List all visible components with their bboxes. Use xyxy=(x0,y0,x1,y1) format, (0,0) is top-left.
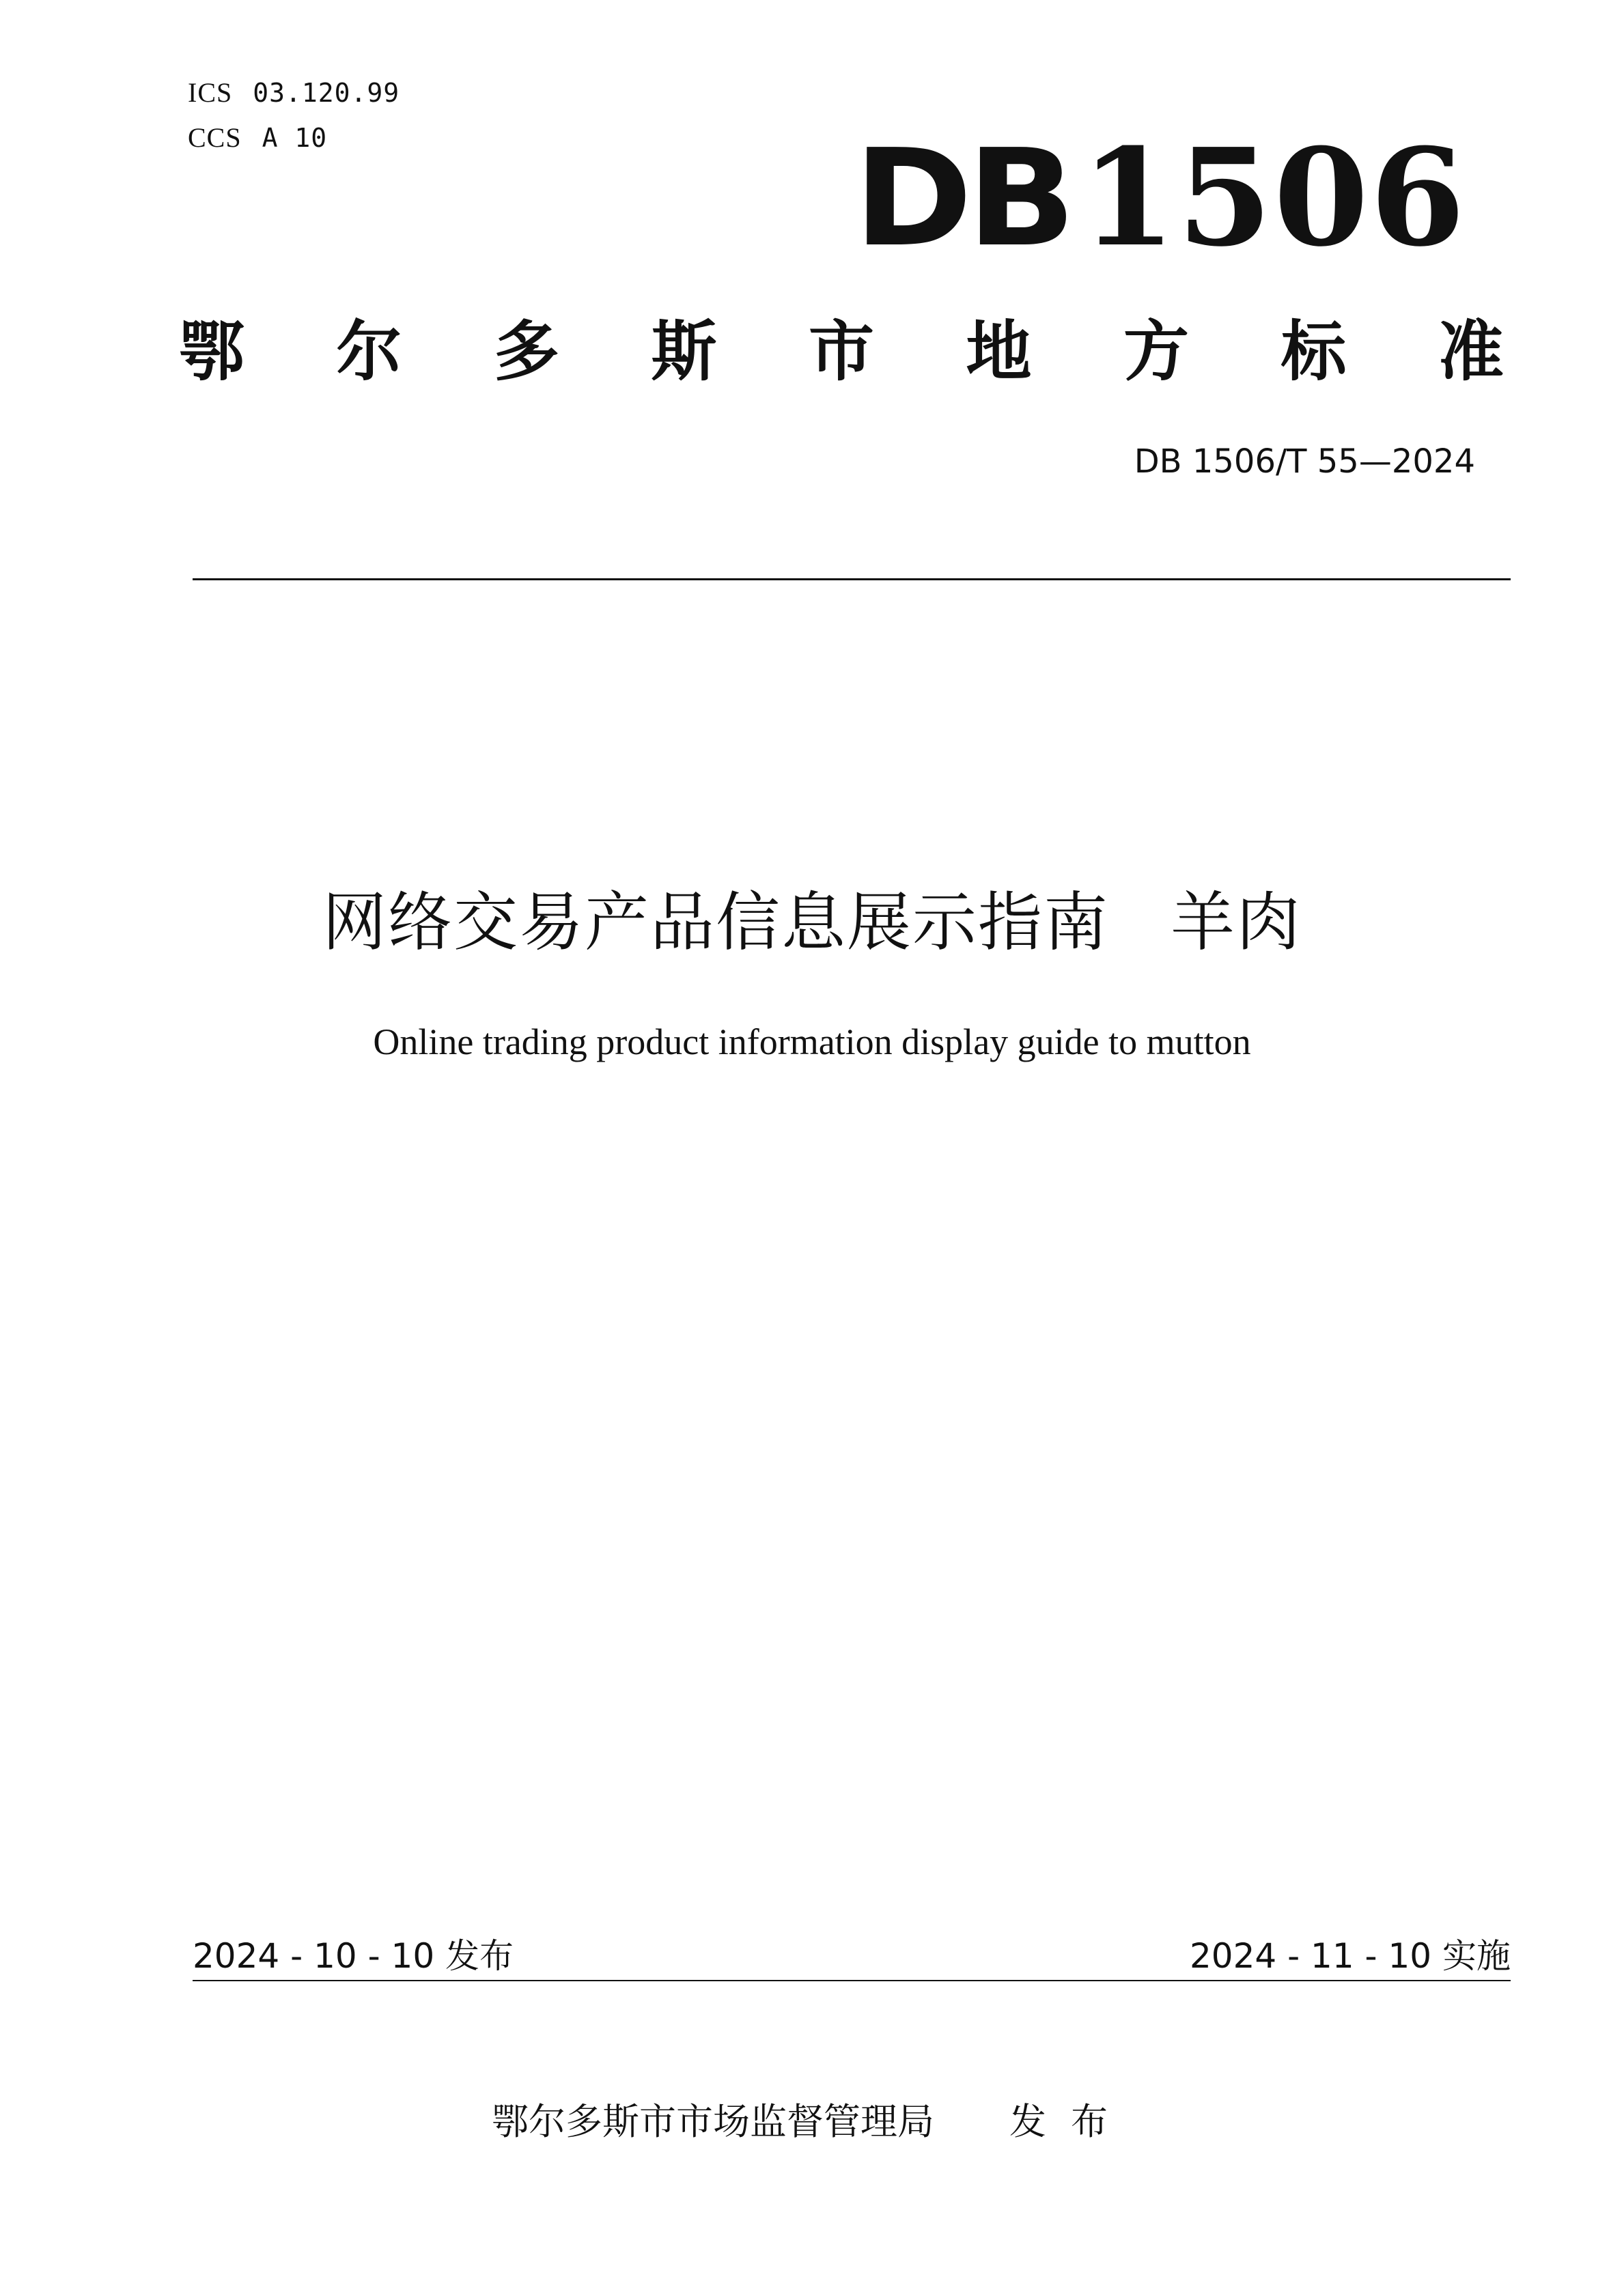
document-title-cn xyxy=(0,882,1624,964)
title-cn-sub: 羊肉 xyxy=(1171,885,1302,960)
issuer-action: 发布 xyxy=(1009,2100,1132,2143)
ccs-value: A 10 xyxy=(262,123,328,153)
standard-type-char: 市 xyxy=(809,313,874,390)
standard-type-char: 尔 xyxy=(336,313,402,390)
standard-number: DB 1506/T 55—2024 xyxy=(1134,442,1475,481)
db-logo xyxy=(854,119,1550,277)
db-logo-code: 1506 xyxy=(1080,119,1467,277)
ccs-label: CCS xyxy=(188,122,242,153)
ics-label: ICS xyxy=(188,77,233,108)
document-title-en: Online trading product information display guide to mutton xyxy=(373,1021,1251,1062)
standard-type-char: 鄂 xyxy=(179,313,244,390)
publish-date: 2024 - 10 - 10 发布 xyxy=(193,1936,514,1976)
standard-type-char: 地 xyxy=(966,313,1032,390)
ics-value: 03.120.99 xyxy=(253,78,400,108)
header-divider xyxy=(193,578,1511,580)
standard-type-heading xyxy=(179,311,1504,393)
standard-type-char: 斯 xyxy=(651,313,717,390)
ics-classification xyxy=(188,76,400,109)
title-cn-main: 网络交易产品信息展示指南 xyxy=(322,885,1109,960)
standard-type-char: 多 xyxy=(494,313,559,390)
footer-divider xyxy=(193,1980,1511,1981)
issuer-name: 鄂尔多斯市市场监督管理局 xyxy=(492,2100,934,2143)
standard-type-char: 方 xyxy=(1123,313,1189,390)
standard-type-char: 准 xyxy=(1438,313,1504,390)
implement-date: 2024 - 11 - 10 实施 xyxy=(1189,1936,1511,1976)
db-logo-prefix: DB xyxy=(854,121,1071,277)
issuing-authority xyxy=(0,2093,1624,2145)
ccs-classification xyxy=(188,122,327,154)
standard-type-char: 标 xyxy=(1280,313,1347,390)
